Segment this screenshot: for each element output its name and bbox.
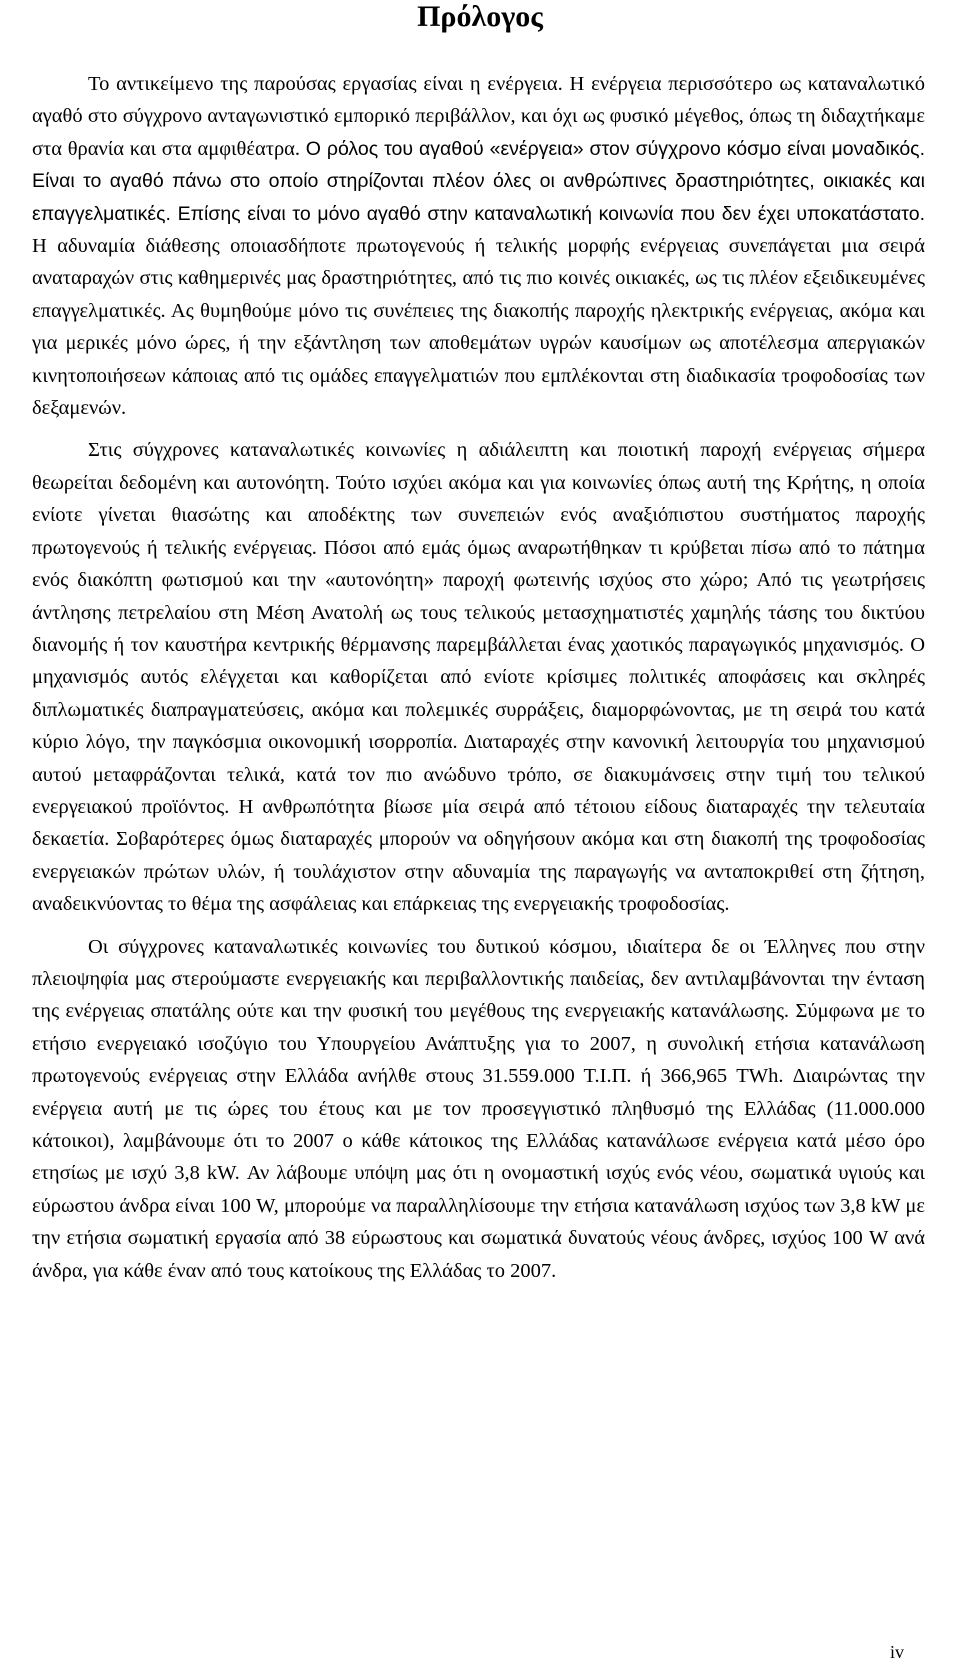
document-body bbox=[32, 68, 925, 1287]
paragraph-3: Οι σύγχρονες καταναλωτικές κοινωνίες του δυτικού κόσμου, ιδιαίτερα δε οι Έλληνες που στην πλειοψηφία μας στερούμαστε ενεργειακής και περιβαλλοντικής παιδείας, δεν αντιλαμβάνονται την ένταση της ενέργειας σπατάλης ούτε και την φυσική του μεγέθους της ενεργειακής κατανάλωσης. Σύμφωνα με το ετήσιο ενεργειακό ισοζύγιο του Υπουργείου Ανάπτυξης για το 2007, η συνολική ετήσια κατανάλωση πρωτογενούς ενέργειας στην Ελλάδα ανήλθε στους 31.559.000 Τ.Ι.Π. ή 366,965 TWh. Διαιρώντας την ενέργεια αυτή με τις ώρες του έτους και με τον προσεγγιστικό πληθυσμό της Ελλάδας (11.000.000 κάτοικοι), λαμβάνουμε ότι το 2007 ο κάθε κάτοικος της Ελλάδας κατανάλωσε ενέργεια κατά μέσο όρο ετησίως με ισχύ 3,8 kW. Αν λάβουμε υπόψη μας ότι η ονομαστική ισχύς ενός νέου, σωματικά υγιούς και εύρωστου άνδρα είναι 100 W, μπορούμε να παραλληλίσουμε την ετήσια κατανάλωση ισχύος των 3,8 kW με την ετήσια σωματική εργασία από 38 εύρωστους και σωματικά δυνατούς νέους άνδρες, ισχύος 100 W ανά άνδρα, για κάθε έναν από τους κατοίκους της Ελλάδας το 2007. bbox=[32, 935, 925, 1282]
paragraph-1-sentence-1: Το αντικείμενο της παρούσας εργασίας είναι η ενέργεια. Η ενέργεια περισσότερο ως καταναλωτικό αγαθό στο σύγχρονο ανταγωνιστικό εμπορικό περιβάλλον, και όχι ως φυσικό μέγεθος, όπως τη διδαχτήκαμε στα θρανία και στα αμφιθέατρα. bbox=[32, 73, 925, 160]
paragraph-1-sans-segment: Ο ρόλος του αγαθού «ενέργεια» στον σύγχρονο κόσμο είναι μοναδικός. Είναι το αγαθό πάνω στο οποίο στηρίζονται πλέον όλες οι ανθρώπινες δραστηριότητες, οικιακές και επαγγελματικές. Επίσης είναι το μόνο αγαθό στην καταναλωτική κοινωνία που δεν έχει υποκατάστατο. bbox=[32, 137, 926, 225]
paragraph-1-sentence-3: Η αδυναμία διάθεσης οποιασδήποτε πρωτογενούς ή τελικής μορφής ενέργειας συνεπάγεται μια σειρά αναταραχών στις καθημερινές μας δραστηριότητες, από τις πιο κοινές οικιακές, ως τις πλέον εξειδικευμένες επαγγελματικές. Ας θυμηθούμε μόνο τις συνέπειες της διακοπής παροχής ηλεκτρικής ενέργειας, ακόμα και για μερικές μόνο ώρες, ή την εξάντληση των αποθεμάτων υγρών καυσίμων ως αποτέλεσμα απεργιακών κινητοποιήσεων κάποιας από τις ομάδες επαγγελματιών που εμπλέκονται στη διαδικασία τροφοδοσίας των δεξαμενών. bbox=[32, 235, 925, 420]
paragraph-1 bbox=[32, 68, 925, 424]
page-number: iv bbox=[889, 1642, 904, 1662]
page-title: Πρόλογος bbox=[417, 0, 543, 33]
paragraph-2: Στις σύγχρονες καταναλωτικές κοινωνίες η αδιάλειπτη και ποιοτική παροχή ενέργειας σήμερα θεωρείται δεδομένη και αυτονόητη. Τούτο ισχύει ακόμα και για κοινωνίες όπως αυτή της Κρήτης, η οποία ενίοτε γίνεται θιασώτης και αποδέκτης των συνεπειών ενός αναξιόπιστου συστήματος παροχής πρωτογενούς ή τελικής ενέργειας. Πόσοι από εμάς όμως αναρωτήθηκαν τι κρύβεται πίσω από το πάτημα ενός διακόπτη φωτισμού και την «αυτονόητη» παροχή φωτεινής ισχύος στο χώρο; Από τις γεωτρήσεις άντλησης πετρελαίου στη Μέση Ανατολή ως τους τελικούς μετασχηματιστές χαμηλής τάσης του δικτύου διανομής ή τον καυστήρα κεντρικής θέρμανσης παρεμβάλλεται ένας χαοτικός παραγωγικός μηχανισμός. Ο μηχανισμός αυτός ελέγχεται και καθορίζεται από ενίοτε κρίσιμες πολιτικές αποφάσεις και σκληρές διπλωματικές διαπραγματεύσεις, ακόμα και πολεμικές συρράξεις, διαμορφώνοντας, με τη σειρά του κατά κύριο λόγο, την παγκόσμια οικονομική ισορροπία. Διαταραχές στην κανονική λειτουργία του μηχανισμού αυτού μεταφράζονται τελικά, κατά τον πιο ανώδυνο τρόπο, σε διακυμάνσεις στην τιμή του τελικού ενεργειακού προϊόντος. Η ανθρωπότητα βίωσε μία σειρά από τέτοιου είδους διαταραχές την τελευταία δεκαετία. Σοβαρότερες όμως διαταραχές μπορούν να οδηγήσουν ακόμα και στη διακοπή της τροφοδοσίας ενεργειακών πρώτων υλών, ή τουλάχιστον στην αδυναμία της παραγωγής να ανταποκριθεί στη ζήτηση, αναδεικνύοντας το θέμα της ασφάλειας και επάρκειας της ενεργειακής τροφοδοσίας. bbox=[32, 439, 925, 916]
